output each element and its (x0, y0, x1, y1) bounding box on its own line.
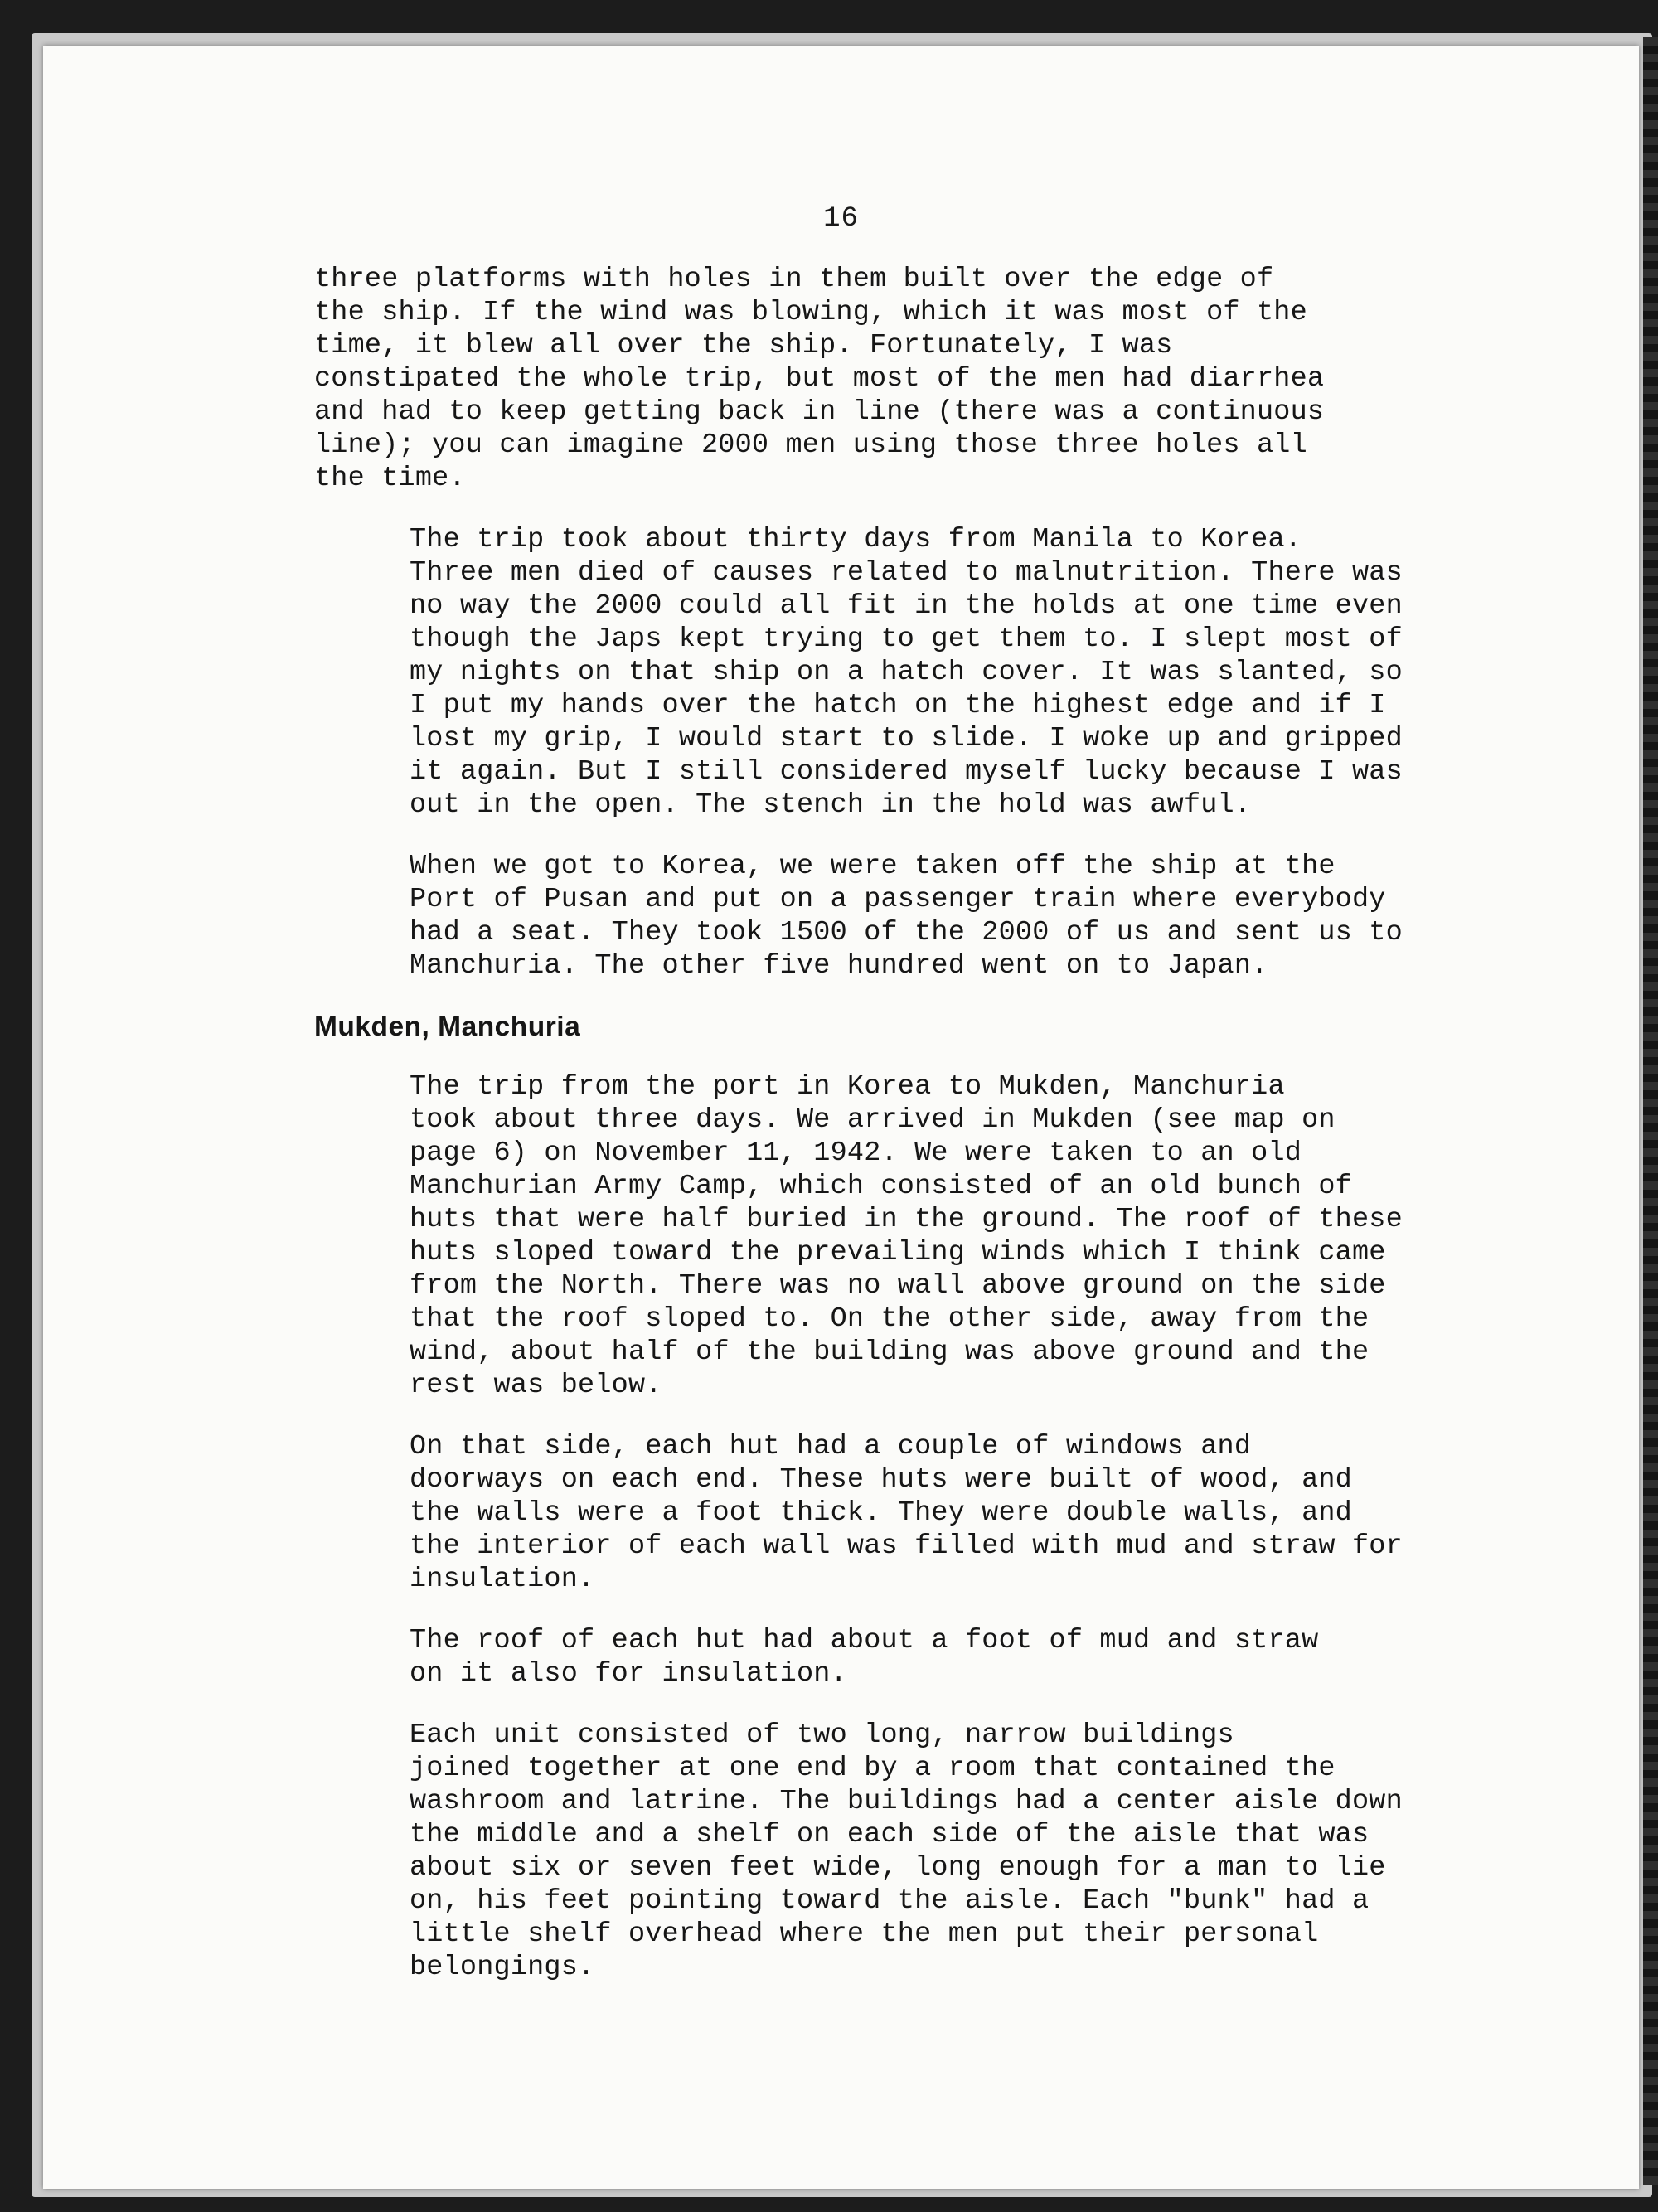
page-content (314, 263, 1558, 2012)
text-line: When we got to Korea, we were taken off the ship at the (410, 851, 1336, 882)
text-line: rest was below. (410, 1370, 662, 1401)
text-line: my nights on that ship on a hatch cover. It was slanted, so (410, 657, 1403, 688)
text-line: had a seat. They took 1500 of the 2000 of us and sent us to (410, 917, 1403, 948)
text-line: joined together at one end by a room that contained the (410, 1753, 1336, 1784)
text-line: huts that were half buried in the ground. The roof of these (410, 1204, 1403, 1235)
text-line: no way the 2000 could all fit in the holds at one time even (410, 590, 1403, 622)
text-line: insulation. (410, 1564, 595, 1595)
text-line: the walls were a foot thick. They were double walls, and (410, 1497, 1352, 1529)
page-number: 16 (823, 203, 859, 235)
paragraph (314, 263, 1558, 495)
text-line: and had to keep getting back in line (there was a continuous (314, 396, 1325, 428)
text-line: On that side, each hut had a couple of windows and (410, 1431, 1252, 1463)
text-line: doorways on each end. These huts were built of wood, and (410, 1464, 1352, 1496)
text-line: Manchuria. The other five hundred went on to Japan. (410, 950, 1268, 982)
section-heading: Mukden, Manchuria (314, 1011, 581, 1042)
text-line: time, it blew all over the ship. Fortunately, I was (314, 330, 1173, 361)
text-line: wind, about half of the building was above ground and the (410, 1336, 1370, 1368)
text-line: that the roof sloped to. On the other side, away from the (410, 1303, 1370, 1335)
text-line: on, his feet pointing toward the aisle. Each "bunk" had a (410, 1885, 1370, 1917)
text-line: Port of Pusan and put on a passenger train where everybody (410, 884, 1386, 915)
paragraph (314, 1430, 1558, 1596)
paragraph (314, 1070, 1558, 1402)
text-line: out in the open. The stench in the hold was awful. (410, 789, 1252, 821)
text-line: the interior of each wall was filled with mud and straw for (410, 1530, 1403, 1562)
text-line: Manchurian Army Camp, which consisted of an old bunch of (410, 1171, 1352, 1202)
text-line: Three men died of causes related to malnutrition. There was (410, 557, 1403, 589)
text-line: Each unit consisted of two long, narrow buildings (410, 1720, 1234, 1751)
text-line: I put my hands over the hatch on the highest edge and if I (410, 690, 1386, 721)
paragraph (314, 1624, 1558, 1691)
paragraph (314, 1719, 1558, 1984)
text-line: the time. (314, 463, 466, 494)
paragraph (314, 850, 1558, 982)
text-line: from the North. There was no wall above ground on the side (410, 1270, 1386, 1302)
text-line: took about three days. We arrived in Mukden (see map on (410, 1104, 1336, 1136)
text-line: it again. But I still considered myself lucky because I was (410, 756, 1403, 788)
document-page (43, 46, 1639, 2189)
text-line: little shelf overhead where the men put their personal (410, 1919, 1319, 1950)
text-line: though the Japs kept trying to get them to. I slept most of (410, 623, 1403, 655)
text-line: The trip from the port in Korea to Mukden, Manchuria (410, 1071, 1285, 1103)
text-line: The roof of each hut had about a foot of mud and straw (410, 1625, 1319, 1657)
text-line: the ship. If the wind was blowing, which it was most of the (314, 297, 1307, 328)
text-line: about six or seven feet wide, long enough for a man to lie (410, 1852, 1386, 1884)
text-line: page 6) on November 11, 1942. We were taken to an old (410, 1138, 1302, 1169)
text-line: lost my grip, I would start to slide. I woke up and gripped (410, 723, 1403, 754)
text-line: on it also for insulation. (410, 1658, 847, 1690)
text-line: washroom and latrine. The buildings had a center aisle down (410, 1786, 1403, 1817)
text-line: line); you can imagine 2000 men using those three holes all (314, 429, 1307, 461)
text-line: huts sloped toward the prevailing winds which I think came (410, 1237, 1386, 1269)
paragraph-group-top (314, 263, 1558, 982)
text-line: the middle and a shelf on each side of the aisle that was (410, 1819, 1370, 1851)
text-line: belongings. (410, 1952, 595, 1983)
text-line: three platforms with holes in them built over the edge of (314, 264, 1274, 295)
spiral-binding-edge (1643, 37, 1658, 2185)
paragraph-group-bottom (314, 1070, 1558, 1984)
text-line: The trip took about thirty days from Manila to Korea. (410, 524, 1302, 555)
text-line: constipated the whole trip, but most of the men had diarrhea (314, 363, 1325, 395)
paragraph (314, 523, 1558, 822)
